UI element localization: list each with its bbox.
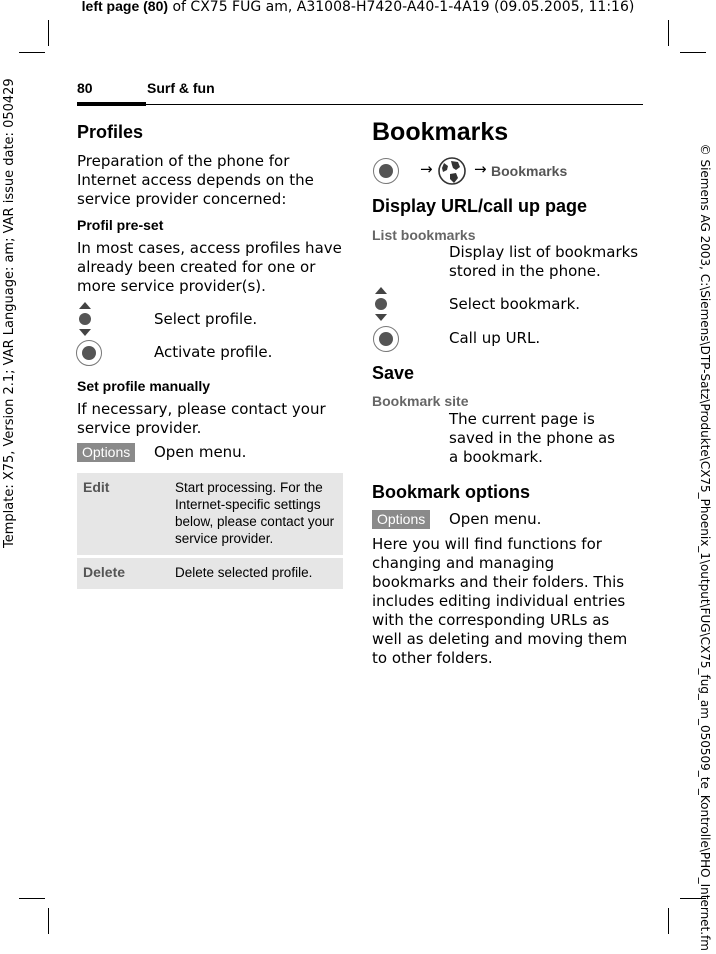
save-heading: Save [372,363,415,383]
option-key: Edit [77,473,167,557]
crop-mark [48,908,49,934]
bookmarks-heading: Bookmarks [372,118,509,146]
crop-mark [668,908,669,934]
preset-text: In most cases, access profiles have already been created for one or more service provider(s). [77,239,342,295]
select-profile-text: Select profile. [154,310,258,328]
navigation-updown-icon [78,302,92,336]
profiles-heading: Profiles [77,122,144,142]
center-key-icon [373,158,399,184]
section-title: Surf & fun [147,80,215,96]
crop-mark [48,20,49,46]
option-key: Delete [77,557,167,590]
copyright-path-text: © Siemens AG 2003, C:\Siemens\DTP-Satz\Produkte\CX75_Phoenix_1\output\FUG\CX75_fug_am_050509_te_Kontrolle\PHO_Internet.fm [698,143,712,951]
option-description: Delete selected profile. [167,557,343,590]
activate-profile-text: Activate profile. [154,343,273,361]
bookmark-site-label: Bookmark site [372,393,469,409]
profiles-intro: Preparation of the phone for Internet access depends on the service provider concerned: [77,152,314,208]
table-row [77,557,343,590]
page-reference: left page (80) [81,0,169,14]
table-row [77,473,343,557]
list-bookmarks-text: Display list of bookmarks stored in the phone. [449,243,639,280]
template-info: Template: X75, Version 2.1; VAR Language: am; VAR issue date: 050429 [2,78,17,548]
internet-globe-icon [436,156,468,186]
options-table [77,473,343,589]
header-rule-accent [77,102,146,106]
document-reference: of CX75 FUG am, A31008-H7420-A40-1-4A19 (09.05.2005, 11:16) [172,0,635,15]
options-softkey[interactable]: Options [372,510,430,529]
bookmark-options-heading: Bookmark options [372,482,531,502]
bookmark-site-text: The current page is saved in the phone as a bookmark. [449,410,615,466]
center-key-icon [373,326,399,352]
crop-mark [19,52,45,53]
menu-path-bookmarks: Bookmarks [491,163,568,179]
select-bookmark-text: Select bookmark. [449,295,581,313]
header-rule [77,104,643,105]
crop-mark [680,52,706,53]
manual-heading: Set profile manually [77,378,211,394]
menu-path-arrow: → [420,160,433,178]
display-url-heading: Display URL/call up page [372,196,588,216]
open-menu-text: Open menu. [449,510,542,528]
open-menu-text: Open menu. [154,443,247,461]
manual-text: If necessary, please contact your service provider. [77,400,326,437]
option-description: Start processing. For the Internet-specific settings below, please contact your service provider. [167,473,343,557]
print-header [0,0,716,16]
menu-path-arrow: → [474,160,487,178]
bookmark-options-text: Here you will find functions for changing and managing bookmarks and their folders. This includes editing individual entries with the corresponding URLs as well as deleting and moving them to other folders. [372,535,628,667]
page-number: 80 [77,80,93,96]
list-bookmarks-label: List bookmarks [372,227,476,243]
options-softkey[interactable]: Options [77,443,135,462]
preset-heading: Profil pre-set [77,217,164,233]
copyright-path [697,91,712,951]
navigation-updown-icon [374,287,388,321]
center-key-icon [76,340,102,366]
call-url-text: Call up URL. [449,329,541,347]
crop-mark [19,898,45,899]
crop-mark [668,20,669,46]
